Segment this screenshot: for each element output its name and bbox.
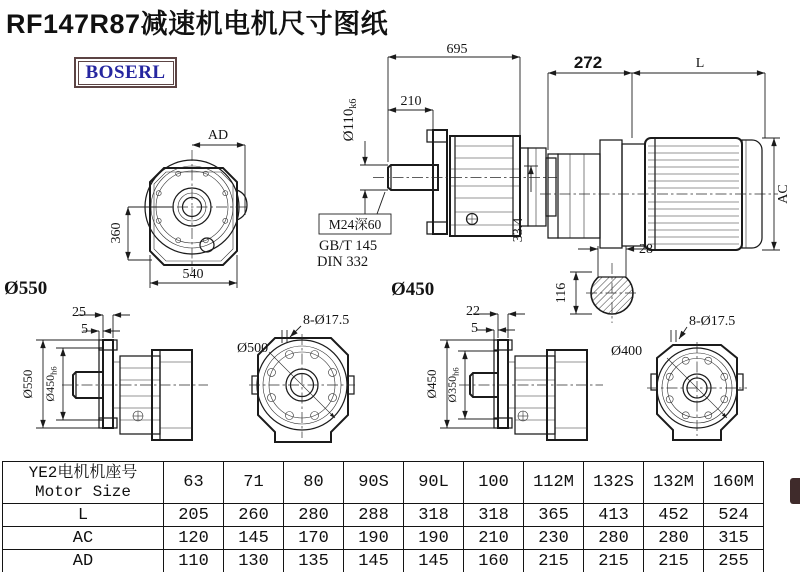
table-cell: 413 — [584, 504, 644, 527]
table-cell: 210 — [464, 527, 524, 550]
dim-116-label: 116 — [554, 282, 569, 304]
motor-geometry — [540, 138, 778, 250]
column-header: 100 — [464, 462, 524, 504]
table-header-cell — [3, 462, 164, 504]
table-cell: 160 — [464, 550, 524, 572]
ffb-dia-label: Ø400 — [611, 344, 643, 359]
side-view-drawing — [305, 42, 560, 300]
column-header: 71 — [224, 462, 284, 504]
brand-text: BOSERL — [78, 61, 174, 85]
fsa-spigot-dia-label: $Ø450_{h6}$ — [43, 366, 59, 402]
motor-view-dimensions — [548, 53, 765, 150]
table-cell: 145 — [344, 550, 404, 572]
column-header: 132S — [584, 462, 644, 504]
table-row-AD — [3, 550, 764, 572]
flange-side-b-drawing — [425, 300, 630, 450]
dim-33-4-label: 33.4 — [511, 217, 526, 243]
dim-ad-label: AD — [207, 128, 229, 143]
ffb-labels — [611, 314, 735, 359]
dim-5-label: 5 — [81, 322, 88, 337]
dim-ac-label: AC — [776, 184, 791, 204]
table-cell: 255 — [704, 550, 764, 572]
dim-22-label: 22 — [466, 304, 480, 319]
ffb-holes-label: 8-Ø17.5 — [689, 314, 736, 329]
dim-695-label: 695 — [446, 42, 468, 57]
thread-standard-note: GB/T 145 — [319, 238, 378, 254]
dim-272-label: 272 — [573, 53, 603, 72]
dim-540-label: 540 — [182, 267, 204, 282]
table-cell: 318 — [464, 504, 524, 527]
dim-5b-label: 5 — [471, 321, 478, 336]
column-header: 63 — [164, 462, 224, 504]
table-cell: 452 — [644, 504, 704, 527]
flange-front-b-drawing — [605, 300, 800, 450]
table-cell: 524 — [704, 504, 764, 527]
table-cell: 145 — [224, 527, 284, 550]
front-view-drawing — [0, 120, 270, 300]
column-header: 132M — [644, 462, 704, 504]
fsb-spigot-dia-label: $Ø350_{h6}$ — [445, 367, 461, 403]
table-header-row — [3, 462, 764, 504]
side-view-geometry — [373, 130, 557, 236]
column-header: 112M — [524, 462, 584, 504]
fsa-geometry — [62, 340, 208, 440]
table-cell: 170 — [284, 527, 344, 550]
table-cell: 288 — [344, 504, 404, 527]
column-header: 90S — [344, 462, 404, 504]
table-cell: 130 — [224, 550, 284, 572]
row-label: L — [3, 504, 164, 527]
row-label: AD — [3, 550, 164, 572]
dim-360-label: 360 — [109, 222, 124, 244]
shaft-tap-note: M24深60 — [328, 217, 382, 232]
table-cell: 215 — [584, 550, 644, 572]
flange-side-a-drawing — [10, 300, 240, 448]
table-cell: 230 — [524, 527, 584, 550]
dim-210-label: 210 — [400, 94, 422, 109]
ffa-holes-label: 8-Ø17.5 — [303, 313, 350, 328]
table-cell: 205 — [164, 504, 224, 527]
table-cell: 280 — [644, 527, 704, 550]
flange-front-a-drawing — [235, 300, 445, 450]
motor-ac-dimension — [762, 138, 791, 250]
edge-stamp-fragment — [790, 478, 800, 504]
table-cell: 190 — [344, 527, 404, 550]
fsb-outer-dia-label: Ø450 — [424, 369, 439, 399]
motor-size-table — [2, 461, 764, 572]
table-cell: 110 — [164, 550, 224, 572]
row-label: AC — [3, 527, 164, 550]
dim-25-label: 25 — [72, 305, 86, 320]
motor-fins — [648, 146, 739, 244]
ffb-geometry — [647, 342, 747, 440]
flange-diameter-label: Ø450 — [391, 279, 435, 300]
column-header: 90L — [404, 462, 464, 504]
fsb-geometry — [459, 340, 603, 440]
table-cell: 190 — [404, 527, 464, 550]
motor-view-drawing — [540, 42, 800, 322]
table-cell: 215 — [524, 550, 584, 572]
dim-28-label: 28 — [639, 242, 653, 257]
table-cell: 145 — [404, 550, 464, 572]
column-header: 160M — [704, 462, 764, 504]
center-hole-note: DIN 332 — [317, 254, 369, 270]
table-cell: 260 — [224, 504, 284, 527]
brand-logo — [74, 57, 177, 88]
page-title: RF147R87减速机电机尺寸图纸 — [6, 9, 389, 39]
fsa-outer-dia-label: Ø550 — [20, 369, 35, 399]
table-cell: 315 — [704, 527, 764, 550]
front-view-dimensions — [4, 128, 245, 299]
outer-diameter-label: Ø550 — [4, 278, 48, 299]
table-header-en: Motor Size — [34, 482, 131, 501]
table-cell: 280 — [584, 527, 644, 550]
fsb-dimensions — [424, 304, 525, 428]
table-cell: 215 — [644, 550, 704, 572]
side-view-dimensions — [341, 42, 520, 214]
shaft-diameter-label: $Ø110_{k6}$ — [341, 98, 359, 142]
table-cell: 120 — [164, 527, 224, 550]
column-header: 80 — [284, 462, 344, 504]
table-header-cn: YE2电机机座号 — [28, 463, 138, 482]
table-cell: 135 — [284, 550, 344, 572]
table-cell: 318 — [404, 504, 464, 527]
ffa-labels — [237, 313, 349, 356]
ffa-dia-label: Ø500 — [237, 341, 269, 356]
table-cell: 280 — [284, 504, 344, 527]
front-view-geometry — [138, 150, 248, 272]
table-row-L — [3, 504, 764, 527]
table-row-AC — [3, 527, 764, 550]
table-cell: 365 — [524, 504, 584, 527]
dim-motor-length-label: L — [695, 56, 705, 71]
